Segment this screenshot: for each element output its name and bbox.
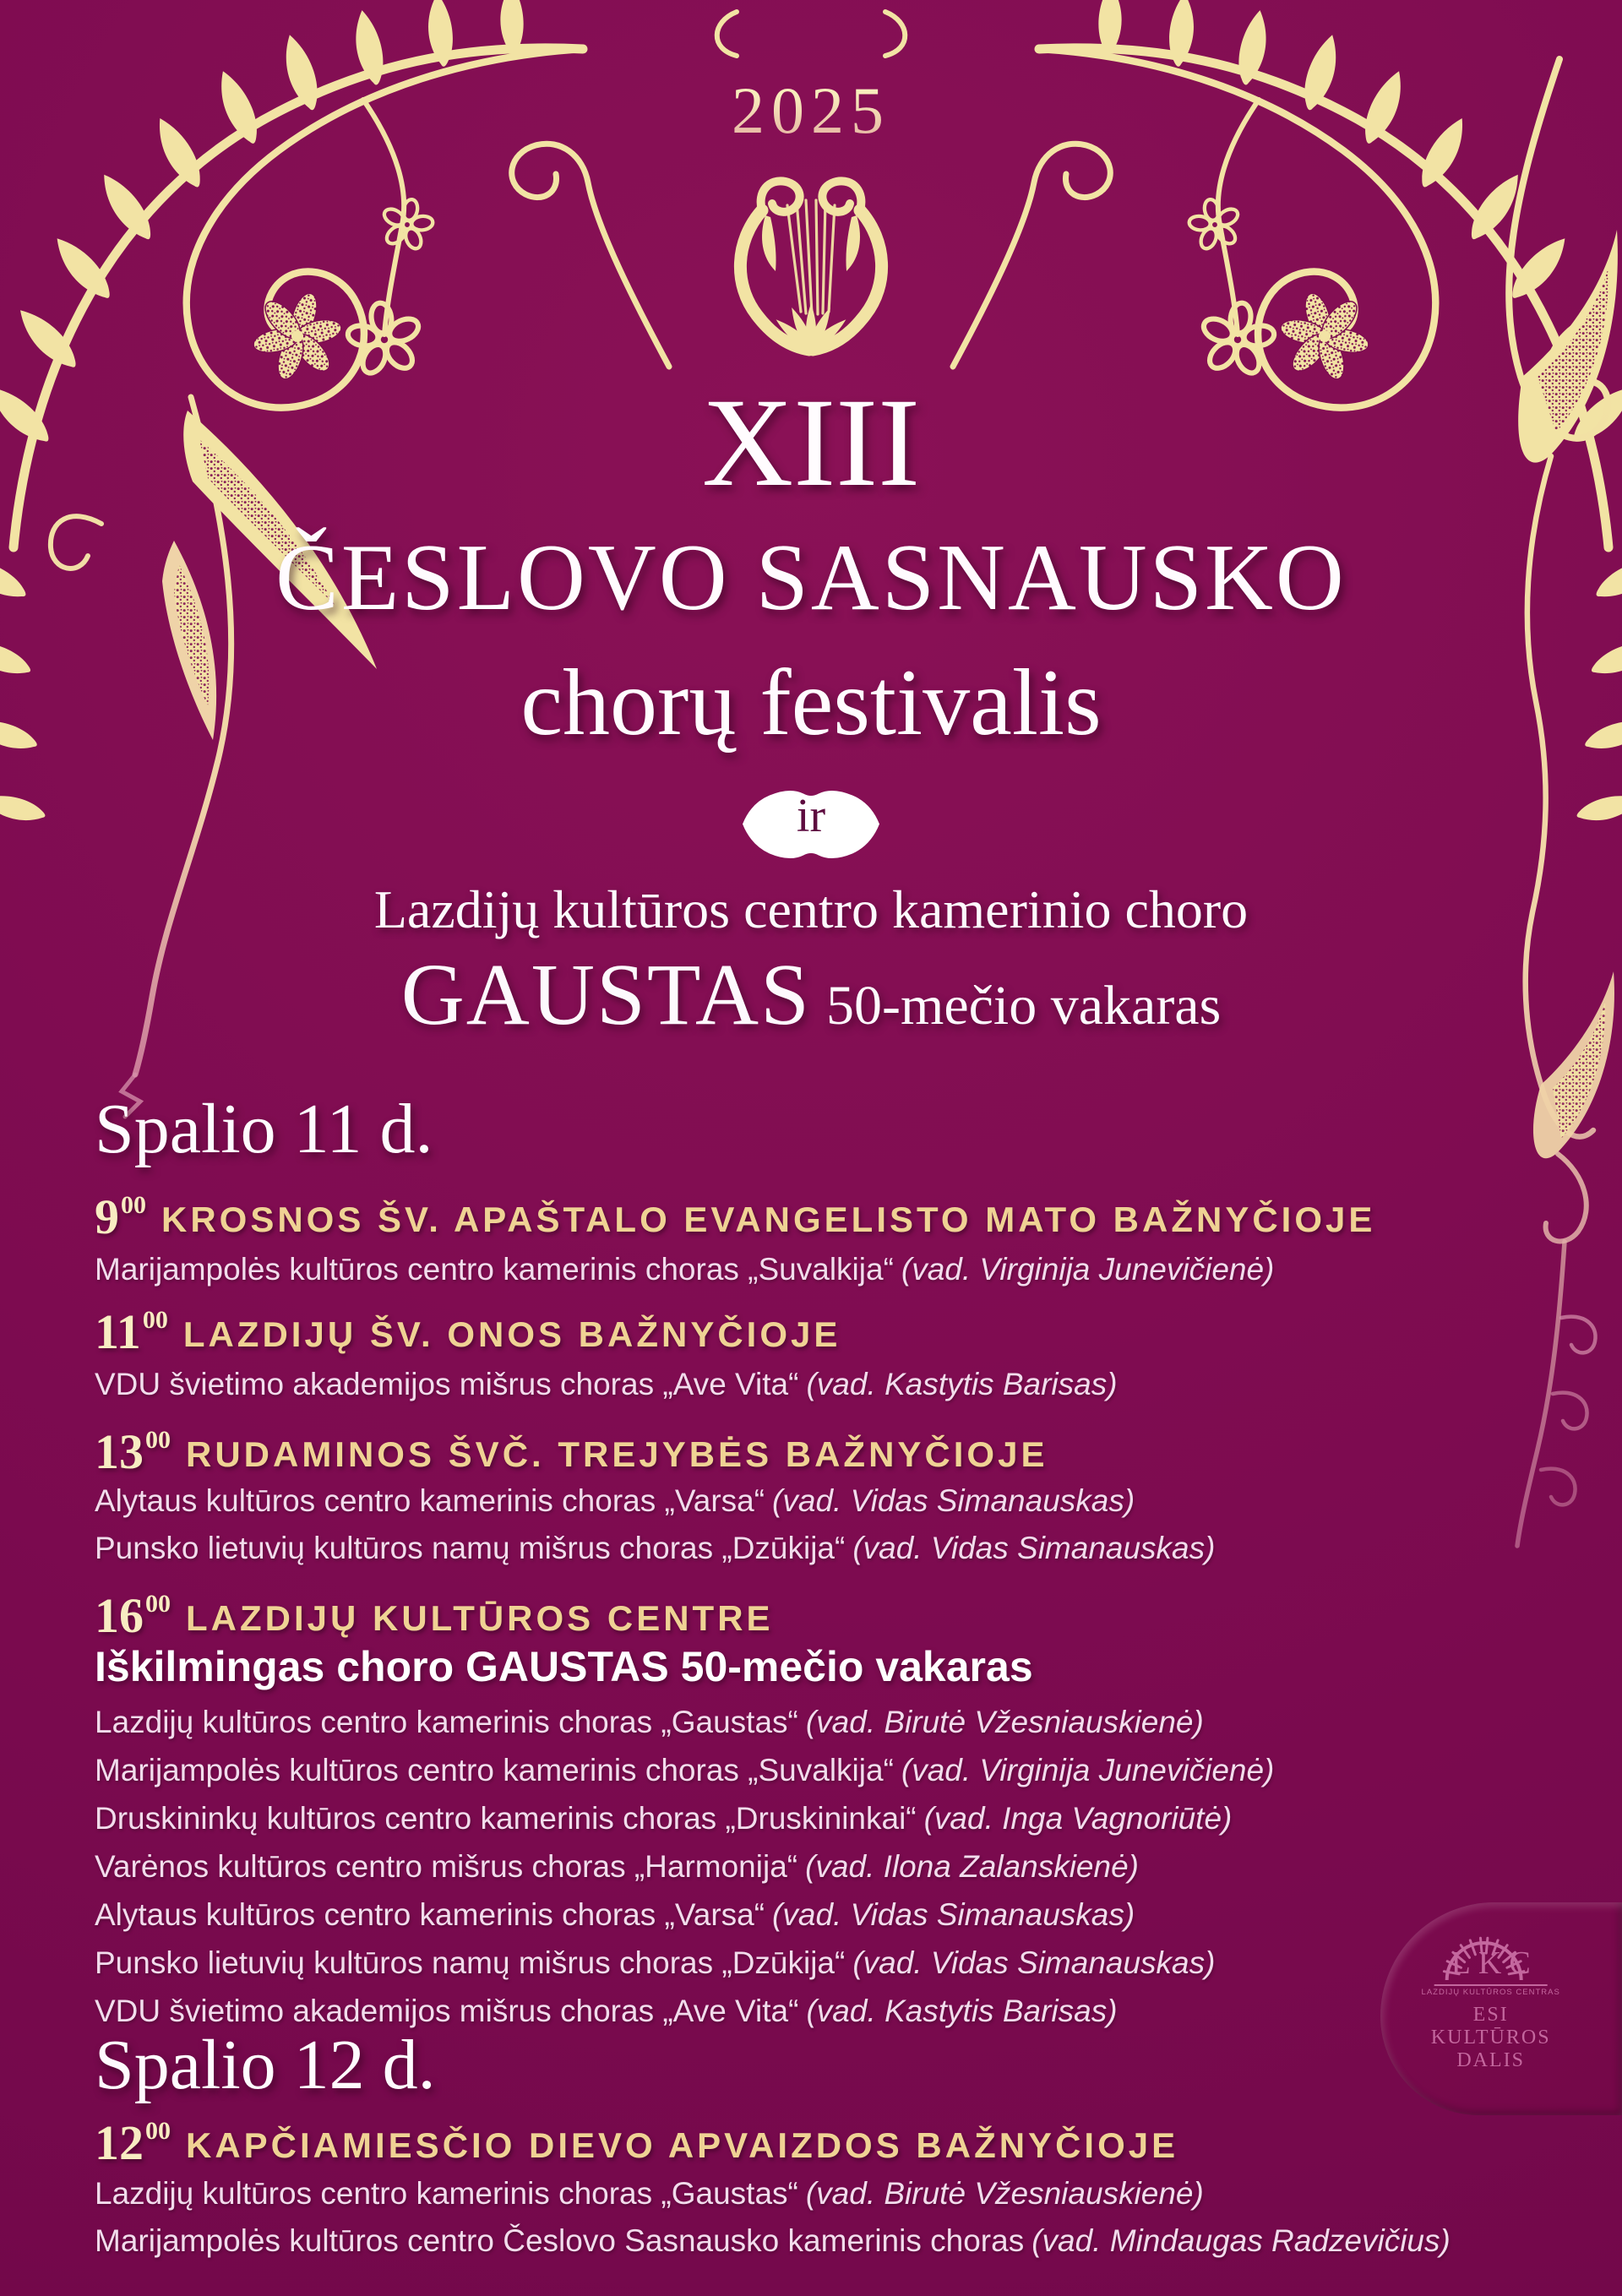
lyre-icon [710,166,912,362]
logo-divider [1434,1984,1548,1986]
choir-name: GAUSTAS [400,946,811,1043]
event3-time [95,1424,171,1479]
event3-minutes: 00 [145,1425,171,1454]
conductor-text: (vad. Ilona Zalanskienė) [805,1849,1139,1884]
event1-heading [95,1189,1376,1244]
lkc-tagline-line2: DALIS [1456,2049,1526,2071]
conductor-text: (vad. Vidas Simanauskas) [772,1483,1135,1518]
choir-name-text: Punsko lietuvių kultūros namų mišrus choras „Dzūkija“ [95,1531,846,1565]
choir-name-text: Lazdijų kultūros centro kamerinis choras „Gaustas“ [95,2176,798,2211]
lkc-logo [1417,1924,1565,2072]
year-label: 2025 [0,73,1622,149]
event5-time [95,2115,171,2170]
event4-heading [95,1588,774,1643]
choir-name-text: Alytaus kultūros centro kamerinis choras „Varsa“ [95,1483,765,1518]
day2-heading: Spalio 12 d. [95,2026,436,2104]
conductor-text: (vad. Vidas Simanauskas) [772,1897,1135,1932]
event3-heading [95,1424,1048,1479]
event1-choir-line [95,1252,1274,1287]
event5-choir-line [95,2176,1204,2212]
event4-choir-line [95,1842,1274,1891]
anniversary-label: 50-mečio vakaras [826,975,1222,1036]
conductor-text: (vad. Birutė Vžesniauskienė) [805,1705,1204,1739]
lkc-acronym: LKC [1451,1945,1538,1981]
event1-venue: KROSNOS ŠV. APAŠTALO EVANGELISTO MATO BAŽNYČIOJE [161,1200,1376,1239]
subtitle-gaustas-line [0,944,1622,1045]
festival-title-name: ČESLOVO SASNAUSKO [275,525,1347,630]
event4-choir-line [95,1891,1274,1939]
event1-hour: 9 [95,1189,119,1244]
conjunction-badge [739,784,883,865]
subtitle-choir-line: Lazdijų kultūros centro kamerinio choro [373,879,1249,939]
event2-minutes: 00 [142,1305,168,1334]
conductor-text: (vad. Birutė Vžesniauskienė) [805,2176,1204,2211]
event3-venue: RUDAMINOS ŠVČ. TREJYBĖS BAŽNYČIOJE [186,1434,1048,1474]
lkc-tagline-line1: ESI KULTŪROS [1430,2004,1551,2048]
conjunction-label: ir [796,790,826,842]
event5-hour: 12 [95,2115,144,2170]
event4-choir-line [95,1794,1274,1842]
conductor-text: (vad. Mindaugas Radzevičius) [1031,2223,1451,2258]
choir-name-text: VDU švietimo akademijos mišrus choras „Ave Vita“ [95,1994,799,2028]
day1-heading: Spalio 11 d. [95,1090,433,1168]
festival-title-type: chorų festivalis [520,650,1102,755]
event4-hour: 16 [95,1588,144,1643]
event4-choir-line [95,1746,1274,1794]
logo-bubble [1380,1902,1622,2115]
choir-name-text: Lazdijų kultūros centro kamerinis choras „Gaustas“ [95,1705,798,1739]
conductor-text: (vad. Virginija Junevičienė) [901,1252,1275,1287]
conductor-text: (vad. Vidas Simanauskas) [852,1945,1216,1980]
event4-venue: LAZDIJŲ KULTŪROS CENTRE [186,1598,774,1638]
event5-minutes: 00 [145,2116,171,2145]
event3-choir-line [95,1483,1135,1519]
event5-choir-line [95,2223,1451,2259]
gala-evening-title: Iškilmingas choro GAUSTAS 50-mečio vakaras [95,1643,1033,1690]
conductor-text: (vad. Kastytis Barisas) [806,1994,1118,2028]
lkc-org-name: LAZDIJŲ KULTŪROS CENTRAS [1421,1988,1560,1997]
event2-choir-line [95,1367,1118,1402]
event1-time [95,1189,146,1244]
event5-venue: KAPČIAMIESČIO DIEVO APVAIZDOS BAŽNYČIOJE [186,2125,1179,2165]
event4-time [95,1588,171,1643]
conductor-text: (vad. Virginija Junevičienė) [901,1753,1275,1787]
edition-number: XIII [701,373,921,513]
event3-choir-line [95,1531,1215,1566]
event2-venue: LAZDIJŲ ŠV. ONOS BAŽNYČIOJE [182,1314,841,1354]
choir-name-text: Marijampolės kultūros centro kamerinis choras „Suvalkija“ [95,1753,894,1787]
choir-name-text: Druskininkų kultūros centro kamerinis choras „Druskininkai“ [95,1801,917,1836]
event4-choir-line [95,1939,1274,1987]
event3-hour: 13 [95,1424,144,1479]
conductor-text: (vad. Vidas Simanauskas) [852,1531,1216,1565]
event2-time [95,1304,168,1359]
choir-name-text: VDU švietimo akademijos mišrus choras „Ave Vita“ [95,1367,799,1401]
conductor-text: (vad. Kastytis Barisas) [806,1367,1118,1401]
choir-name-text: Marijampolės kultūros centro Česlovo Sasnausko kamerinis choras [95,2223,1025,2258]
choir-name-text: Alytaus kultūros centro kamerinis choras „Varsa“ [95,1897,765,1932]
event5-heading [95,2115,1179,2170]
conductor-text: (vad. Inga Vagnoriūtė) [923,1801,1233,1836]
event4-choir-line [95,1698,1274,1746]
choir-name-text: Punsko lietuvių kultūros namų mišrus choras „Dzūkija“ [95,1945,846,1980]
event1-minutes: 00 [121,1190,146,1219]
event2-heading [95,1304,841,1359]
event2-hour: 11 [95,1304,141,1359]
event4-minutes: 00 [145,1589,171,1618]
choir-name-text: Marijampolės kultūros centro kamerinis choras „Suvalkija“ [95,1252,894,1287]
choir-name-text: Varėnos kultūros centro mišrus choras „Harmonija“ [95,1849,798,1884]
event4-choir-list [95,1698,1274,2035]
